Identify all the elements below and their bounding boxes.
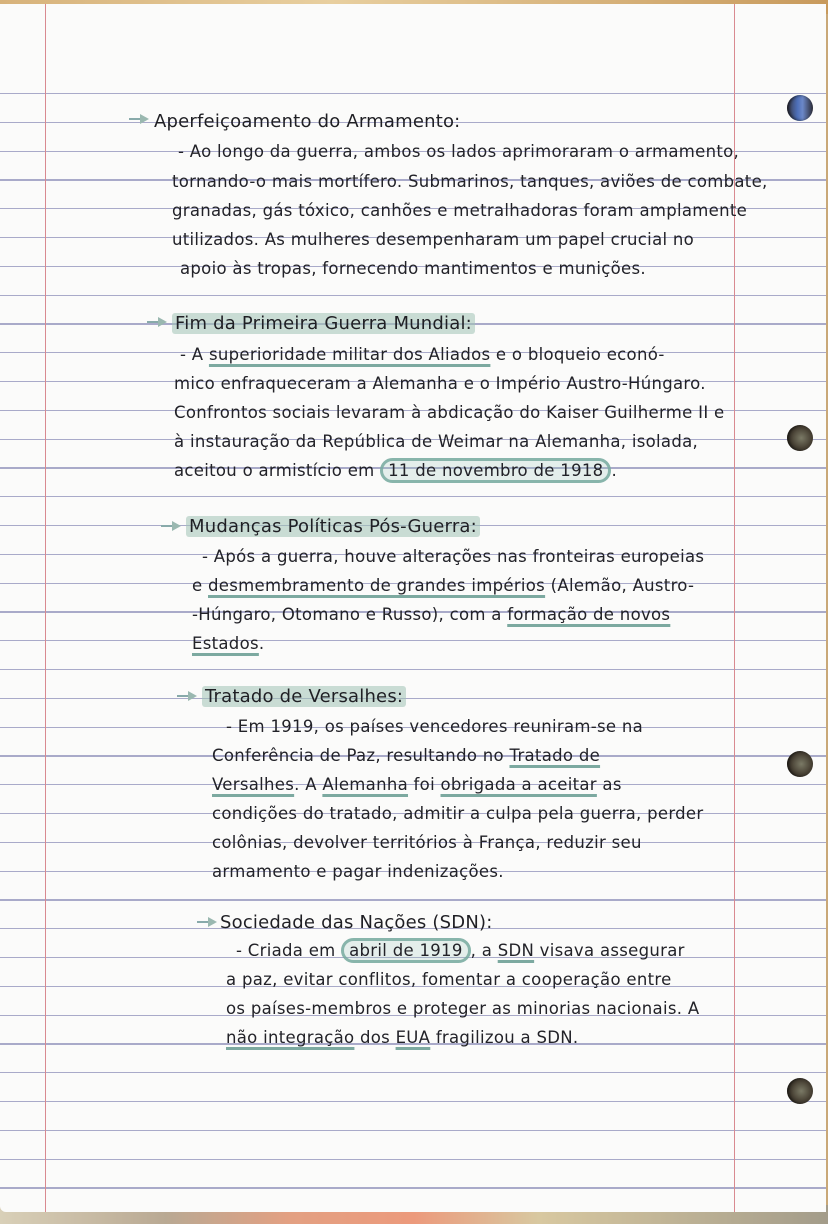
note-line: utilizados. As mulheres desempenharam um papel crucial no (172, 230, 695, 249)
note-line: aceitou o armistício em 11 de novembro de 1918 . (174, 461, 617, 480)
rule-line (0, 1130, 826, 1131)
note-line: apoio às tropas, fornecendo mantimentos e munições. (180, 259, 646, 278)
note-line: a paz, evitar conflitos, fomentar a cooperação entre (226, 970, 672, 989)
arrow-bullet-icon (176, 690, 198, 702)
note-line: colônias, devolver territórios à França, reduzir seu (212, 833, 642, 852)
left-margin-line (45, 4, 46, 1212)
rule-line (0, 93, 826, 94)
section-heading: Tratado de Versalhes: (202, 686, 406, 707)
binder-hole-icon (787, 425, 813, 451)
rule-line (0, 295, 826, 296)
section-heading: Sociedade das Nações (SDN): (220, 912, 493, 933)
note-line: granadas, gás tóxico, canhões e metralhadoras foram amplamente (172, 201, 748, 220)
rule-line (0, 1187, 826, 1188)
arrow-bullet-icon (128, 113, 150, 125)
note-line: -Húngaro, Otomano e Russo), com a formação de novos (192, 605, 671, 624)
circled-date: 11 de novembro de 1918 (380, 458, 611, 483)
note-line: Estados. (192, 634, 265, 653)
rule-line (0, 496, 826, 497)
note-line: Versalhes. A Alemanha foi obrigada a aceitar as (212, 775, 622, 794)
arrow-bullet-icon (146, 316, 168, 328)
note-line: - Em 1919, os países vencedores reuniram-se na (226, 717, 644, 736)
rule-line (0, 698, 826, 699)
arrow-bullet-icon (160, 520, 182, 532)
notebook-page (0, 4, 826, 1212)
note-line: - A superioridade militar dos Aliados e o bloqueio econó- (180, 345, 665, 364)
binder-hole-icon (787, 1078, 813, 1104)
note-line: mico enfraqueceram a Alemanha e o Império Austro-Húngaro. (174, 374, 706, 393)
binder-hole-icon (787, 751, 813, 777)
section-heading: Mudanças Políticas Pós-Guerra: (186, 516, 480, 537)
rule-line (0, 640, 826, 641)
rule-line (0, 899, 826, 900)
note-line: à instauração da República de Weimar na Alemanha, isolada, (174, 432, 699, 451)
note-line: não integração dos EUA fragilizou a SDN. (226, 1028, 579, 1047)
note-line: - Após a guerra, houve alterações nas fronteiras europeias (202, 547, 705, 566)
rule-line (0, 1159, 826, 1160)
note-line: Conferência de Paz, resultando no Tratado de (212, 746, 601, 765)
note-line: tornando-o mais mortífero. Submarinos, tanques, aviões de combate, (172, 172, 768, 191)
rule-line (0, 669, 826, 670)
note-line: e desmembramento de grandes impérios (Alemão, Austro- (192, 576, 695, 595)
note-line: Confrontos sociais levaram à abdicação do Kaiser Guilherme II e (174, 403, 725, 422)
binder-hole-icon (787, 95, 813, 121)
arrow-bullet-icon (196, 916, 218, 928)
note-line: - Ao longo da guerra, ambos os lados aprimoraram o armamento, (178, 142, 740, 161)
note-line: condições do tratado, admitir a culpa pela guerra, perder (212, 804, 704, 823)
section-heading: Fim da Primeira Guerra Mundial: (172, 313, 475, 334)
note-line: - Criada em abril de 1919 , a SDN visava assegurar (236, 941, 685, 960)
note-line: os países-membros e proteger as minorias nacionais. A (226, 999, 700, 1018)
circled-date: abril de 1919 (341, 938, 471, 963)
rule-line (0, 1101, 826, 1102)
rule-line (0, 1072, 826, 1073)
section-heading: Aperfeiçoamento do Armamento: (154, 111, 461, 132)
note-line: armamento e pagar indenizações. (212, 862, 504, 881)
